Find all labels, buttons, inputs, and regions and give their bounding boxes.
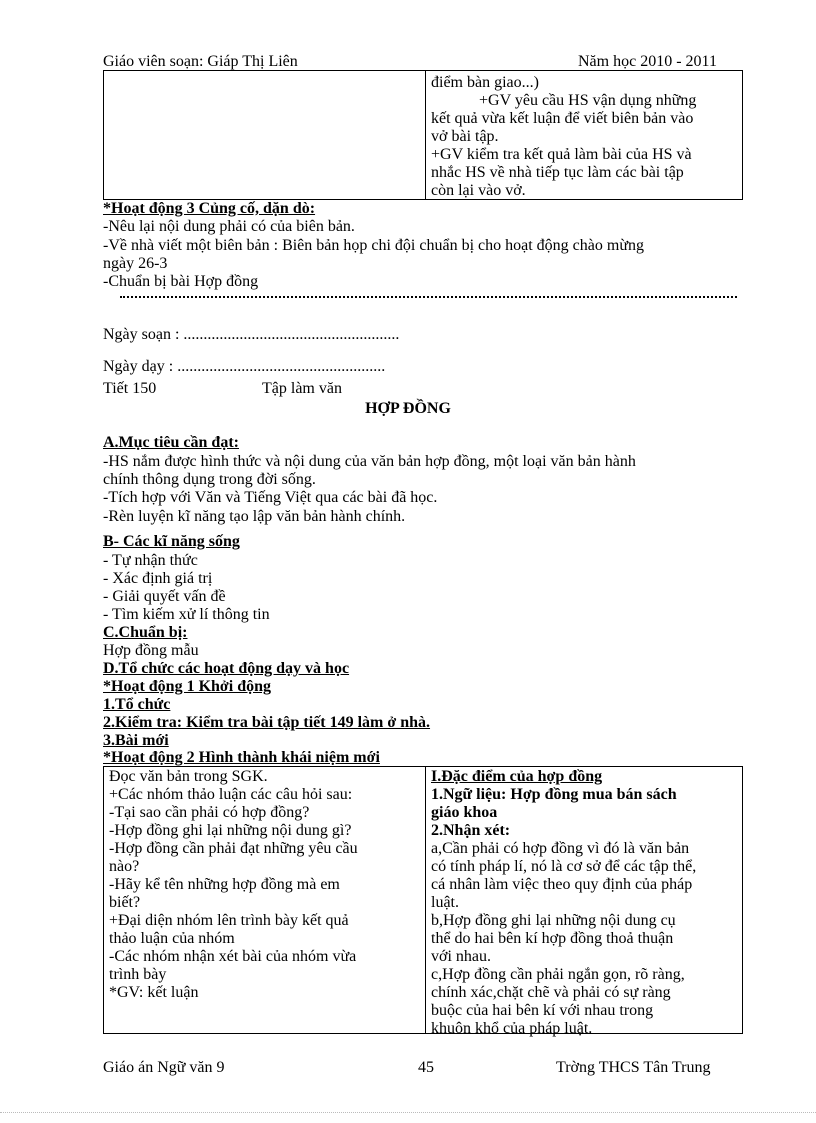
cell-line: cá nhân làm việc theo quy định của pháp — [431, 876, 693, 893]
top-table-left-border — [103, 70, 104, 200]
bai-moi-heading: 3.Bài mới — [103, 732, 169, 749]
cell-line: +GV kiểm tra kết quả làm bài của HS và — [431, 146, 692, 163]
footer-page-number: 45 — [418, 1059, 434, 1076]
footer-school: Trờng THCS Tân Trung — [556, 1059, 711, 1076]
cell-line: trình bày — [109, 966, 167, 983]
section-a-line: -Tích hợp với Văn và Tiếng Việt qua các bài đã học. — [103, 489, 438, 506]
cell-line: -Hợp đồng ghi lại những nội dung gì? — [109, 822, 352, 839]
right-cell-sub1b: giáo khoa — [431, 804, 498, 821]
top-table-right-cell — [431, 74, 741, 200]
cell-line: a,Cần phải có hợp đồng vì đó là văn bản — [431, 840, 690, 857]
cell-line: chính xác,chặt chẽ và phải có sự ràng — [431, 984, 671, 1001]
cell-line: c,Hợp đồng cần phải ngắn gọn, rõ ràng, — [431, 966, 685, 983]
activity1-heading: *Hoạt động 1 Khởi động — [103, 678, 272, 695]
subject-label: Tập làm văn — [262, 380, 342, 397]
cell-line: thảo luận của nhóm — [109, 930, 235, 947]
cell-line: -Hợp đồng cần phải đạt những yêu cầu — [109, 840, 358, 857]
section-d-heading: D.Tổ chức các hoạt động dạy và học — [103, 660, 350, 677]
cell-line: -Các nhóm nhận xét bài của nhóm vừa — [109, 948, 357, 965]
header-rule — [103, 70, 743, 71]
section-b-heading: B- Các kĩ năng sống — [103, 533, 240, 550]
cell-line: b,Hợp đồng ghi lại những nội dung cụ — [431, 912, 676, 929]
header-teacher: Giáo viên soạn: Giáp Thị Liên — [103, 53, 298, 70]
activity3-line: -Nêu lại nội dung phải có của biên bản. — [103, 218, 355, 235]
activity3-heading: *Hoạt động 3 Củng cố, dặn dò: — [103, 200, 316, 217]
section-b-line: - Xác định giá trị — [103, 570, 213, 587]
cell-line: +Đại diện nhóm lên trình bày kết quả — [109, 912, 349, 929]
right-cell-sub1: 1.Ngữ liệu: Hợp đồng mua bán sách — [431, 786, 677, 803]
section-b-line: - Giải quyết vấn đề — [103, 588, 226, 605]
section-b-line: - Tự nhận thức — [103, 552, 198, 569]
cell-line: có tính pháp lí, nó là cơ sở để các tập thể, — [431, 858, 697, 875]
right-cell-sub2: 2.Nhận xét: — [431, 822, 511, 839]
cell-line: biết? — [109, 894, 141, 911]
activity-table-divider — [425, 766, 426, 1034]
activity2-heading: *Hoạt động 2 Hình thành khái niệm mới — [103, 749, 380, 766]
cell-line: buộc của hai bên kí với nhau trong — [431, 1002, 654, 1019]
cell-line: nhắc HS về nhà tiếp tục làm các bài tập — [431, 164, 684, 181]
header-school-year: Năm học 2010 - 2011 — [578, 53, 717, 70]
cell-line: luật. — [431, 894, 459, 911]
top-table-divider — [425, 70, 426, 200]
top-table-right-border — [742, 70, 743, 200]
kiem-tra-heading: 2.Kiểm tra: Kiểm tra bài tập tiết 149 làm ở nhà. — [103, 714, 431, 731]
cell-line: còn lại vào vở. — [431, 182, 526, 199]
tiet-number: Tiết 150 — [103, 380, 157, 397]
section-a-line: chính thông dụng trong đời sống. — [103, 471, 316, 488]
cell-line: điểm bàn giao...) — [431, 74, 539, 91]
section-a-line: -HS nắm được hình thức và nội dung của văn bản hợp đồng, một loại văn bản hành — [103, 453, 636, 470]
cell-line: với nhau. — [431, 948, 492, 965]
cell-line: vở bài tập. — [431, 128, 499, 145]
cell-line: +Các nhóm thảo luận các câu hỏi sau: — [109, 786, 353, 803]
cell-line: +GV yêu cầu HS vận dụng những — [479, 92, 697, 109]
section-a-line: -Rèn luyện kĩ năng tạo lập văn bản hành chính. — [103, 508, 406, 525]
activity3-line: ngày 26-3 — [103, 255, 168, 272]
page-title: HỢP ĐỒNG — [365, 400, 451, 417]
cell-line: kết quả vừa kết luận để viết biên bản vào — [431, 110, 694, 127]
ngay-day: Ngày dạy : .................................................... — [103, 358, 386, 375]
section-c-line: Hợp đồng mẫu — [103, 642, 199, 659]
cell-line: nào? — [109, 858, 140, 875]
ngay-soan: Ngày soạn : ...................................................... — [103, 326, 400, 343]
activity-table-left-cell — [109, 768, 421, 1002]
separator-dotted-line — [120, 296, 737, 298]
activity-table-right-cell — [431, 768, 741, 1038]
cell-line: -Hãy kể tên những hợp đồng mà em — [109, 876, 340, 893]
section-a-heading: A.Mục tiêu cần đạt: — [103, 434, 239, 451]
right-cell-heading: I.Đặc điểm của hợp đồng — [431, 768, 603, 785]
footer-course: Giáo án Ngữ văn 9 — [103, 1059, 225, 1076]
section-c-heading: C.Chuẩn bị: — [103, 624, 188, 641]
cell-line: Đọc văn bản trong SGK. — [109, 768, 268, 785]
activity3-line: -Về nhà viết một biên bản : Biên bản họp chi đội chuẩn bị cho hoạt động chào mừng — [103, 237, 644, 254]
activity3-line: -Chuẩn bị bài Hợp đồng — [103, 273, 259, 290]
cell-line: khuôn khổ của pháp luật. — [431, 1020, 593, 1037]
section-b-line: - Tìm kiếm xử lí thông tin — [103, 606, 270, 623]
cell-line: *GV: kết luận — [109, 984, 199, 1001]
cell-line: thể do hai bên kí hợp đồng thoả thuận — [431, 930, 674, 947]
cell-line: -Tại sao cần phải có hợp đồng? — [109, 804, 310, 821]
page-edge — [0, 1112, 816, 1113]
to-chuc-heading: 1.Tổ chức — [103, 696, 171, 713]
